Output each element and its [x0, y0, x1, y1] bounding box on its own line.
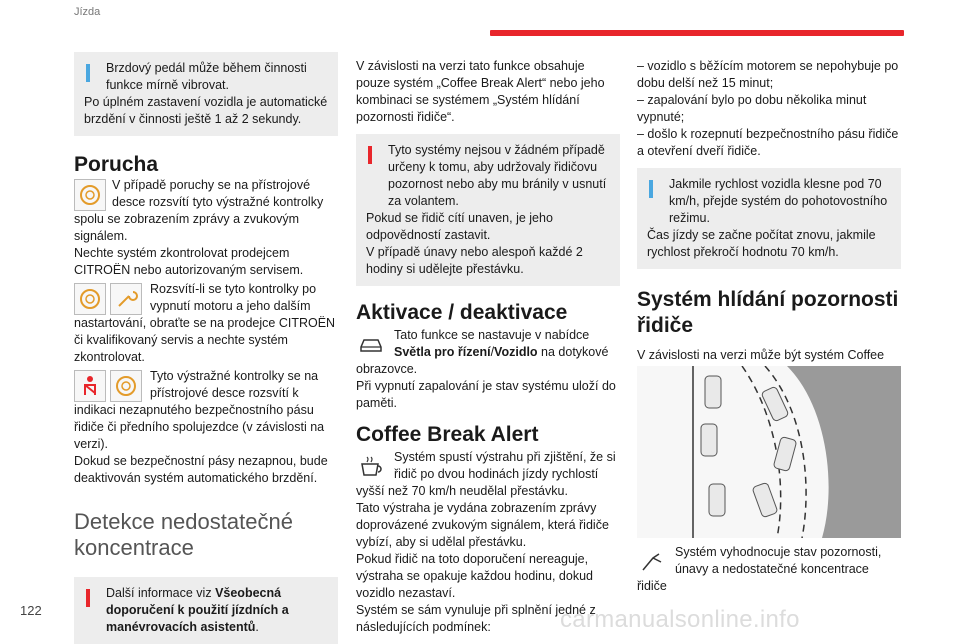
akt-text: Tato funkce se nastavuje v nabídce	[394, 328, 590, 342]
info-text-2: Po úplném zastavení vozidla je automatické brzdění v činnosti ještě 1 až 2 sekundy.	[84, 95, 328, 126]
list-item: – zapalování bylo po dobu několika minut vypnuté;	[637, 93, 867, 124]
info-text: Jakmile rychlost vozidla klesne pod 70 km/h, přejde systém do pohotovostního režimu.	[669, 177, 888, 225]
warning-box-attention	[356, 134, 620, 286]
paragraph: Pokud řidič na toto doporučení nereaguje, výstraha se opakuje každou hodinu, dokud vozidlo nezastaví.	[356, 552, 593, 600]
warning-icon	[86, 589, 90, 607]
heading-coffee-break: Coffee Break Alert	[356, 423, 539, 446]
paragraph: V závislosti na verzi tato funkce obsahuje pouze systém „Coffee Break Alert“ nebo jeho kombinaci se systémem „Systém hlídání pozornosti řidiče“.	[356, 59, 605, 124]
info-box-braking	[74, 52, 338, 136]
info-icon	[649, 180, 653, 198]
paragraph: Rozsvítí-li se tyto kontrolky po vypnutí motoru a jeho dalším nastartování, obraťte se na prodejce CITROËN či kvalifikovaný servis a nechte systém zkontrolovat.	[74, 282, 336, 364]
paragraph: V případě poruchy se na přístrojové desce rozsvítí tyto výstražné kontrolky spolu se zobrazením zprávy a zvukovým signálem.	[74, 178, 324, 243]
separator: /	[490, 345, 495, 359]
column-1	[74, 52, 338, 644]
road-illustration	[637, 366, 901, 538]
info-text-2: Čas jízdy se začne počítat znovu, jakmile rychlost překročí hodnotu 70 km/h.	[647, 228, 876, 259]
column-3	[637, 58, 901, 398]
warning-text-3: V případě únavy nebo alespoň každé 2 hodiny si udělejte přestávku.	[366, 245, 583, 276]
warning-text-2: Pokud se řidič cítí unaven, je jeho odpovědností zastavit.	[366, 211, 553, 242]
paragraph: Systém spustí výstrahu při zjištění, že si řidič po dvou hodinách jízdy rychlostí vyšší než 70 km/h neudělal přestávku.	[356, 450, 616, 498]
warning-icon	[368, 146, 372, 164]
info-icon	[86, 64, 90, 82]
service-wrench-icon	[110, 283, 142, 315]
info-text: Brzdový pedál může během činnosti funkce mírně vibrovat.	[106, 61, 307, 92]
section-title: Jízda	[74, 6, 101, 18]
ref-text: Další informace viz	[106, 586, 216, 600]
column-3-bottom	[637, 544, 901, 595]
ref-text-end: .	[255, 620, 259, 634]
paragraph: Systém vyhodnocuje stav pozornosti, únavy a nedostatečné koncentrace řidiče	[637, 545, 882, 593]
heading-aktivace: Aktivace / deaktivace	[356, 301, 568, 324]
paragraph: V závislosti na verzi může být systém Coffee	[637, 348, 885, 362]
paragraph: Systém se sám vynuluje při splnění jedné z následujících podmínek:	[356, 603, 596, 634]
warning-lamp-icon	[74, 179, 106, 211]
steering-hand-icon	[637, 546, 669, 578]
akt-text-end: na dotykové obrazovce.	[356, 345, 609, 376]
heading-system-pozornosti: Systém hlídání pozornosti řidiče	[637, 288, 899, 337]
warning-text: Tyto systémy nejsou v žádném případě určeny k tomu, aby udržovaly řidičovu pozornost nebo aby mu bránily v usnutí za volantem.	[388, 143, 607, 208]
paragraph: Při vypnutí zapalování je stav systému uloží do paměti.	[356, 379, 616, 410]
ref-link-text: Všeobecná doporučení k použití jízdních a manévrovacích asistentů	[106, 586, 289, 634]
warning-lamp-icon	[110, 370, 142, 402]
paragraph: Tyto výstražné kontrolky se na přístrojové desce rozsvítí k indikaci nezapnutého bezpečnostního pásu řidiče či předního spolujezdce (v závislosti na verzi).	[74, 369, 325, 451]
warning-lamp-icon	[74, 283, 106, 315]
header-accent-bar	[490, 30, 904, 36]
column-2	[356, 58, 620, 636]
car-icon	[356, 329, 388, 361]
coffee-cup-icon	[356, 451, 388, 483]
paragraph: Dokud se bezpečnostní pásy nezapnou, bude deaktivován systém automatického brzdění.	[74, 454, 328, 485]
heading-detekce: Detekce nedostatečné koncentrace	[74, 509, 293, 560]
menu-name: Světla pro řízení	[394, 345, 491, 359]
page-number: 122	[20, 603, 42, 618]
paragraph: Nechte systém zkontrolovat prodejcem CITROËN nebo autorizovaným servisem.	[74, 246, 304, 277]
paragraph: Tato výstraha je vydána zobrazením zprávy doprovázené zvukovým signálem, která řidiče vybízí, aby si udělal přestávku.	[356, 501, 609, 549]
info-box-speed	[637, 168, 901, 269]
list-item: – vozidlo s běžícím motorem se nepohybuje po dobu delší než 15 minut;	[637, 59, 899, 90]
heading-porucha: Porucha	[74, 153, 159, 176]
list-item: – došlo k rozepnutí bezpečnostního pásu řidiče a otevření dveří řidiče.	[637, 127, 899, 158]
warning-box-reference	[74, 577, 338, 644]
seatbelt-icon	[74, 370, 106, 402]
watermark: carmanualsonline.info	[560, 606, 800, 633]
menu-item-name: Vozidlo	[494, 345, 538, 359]
